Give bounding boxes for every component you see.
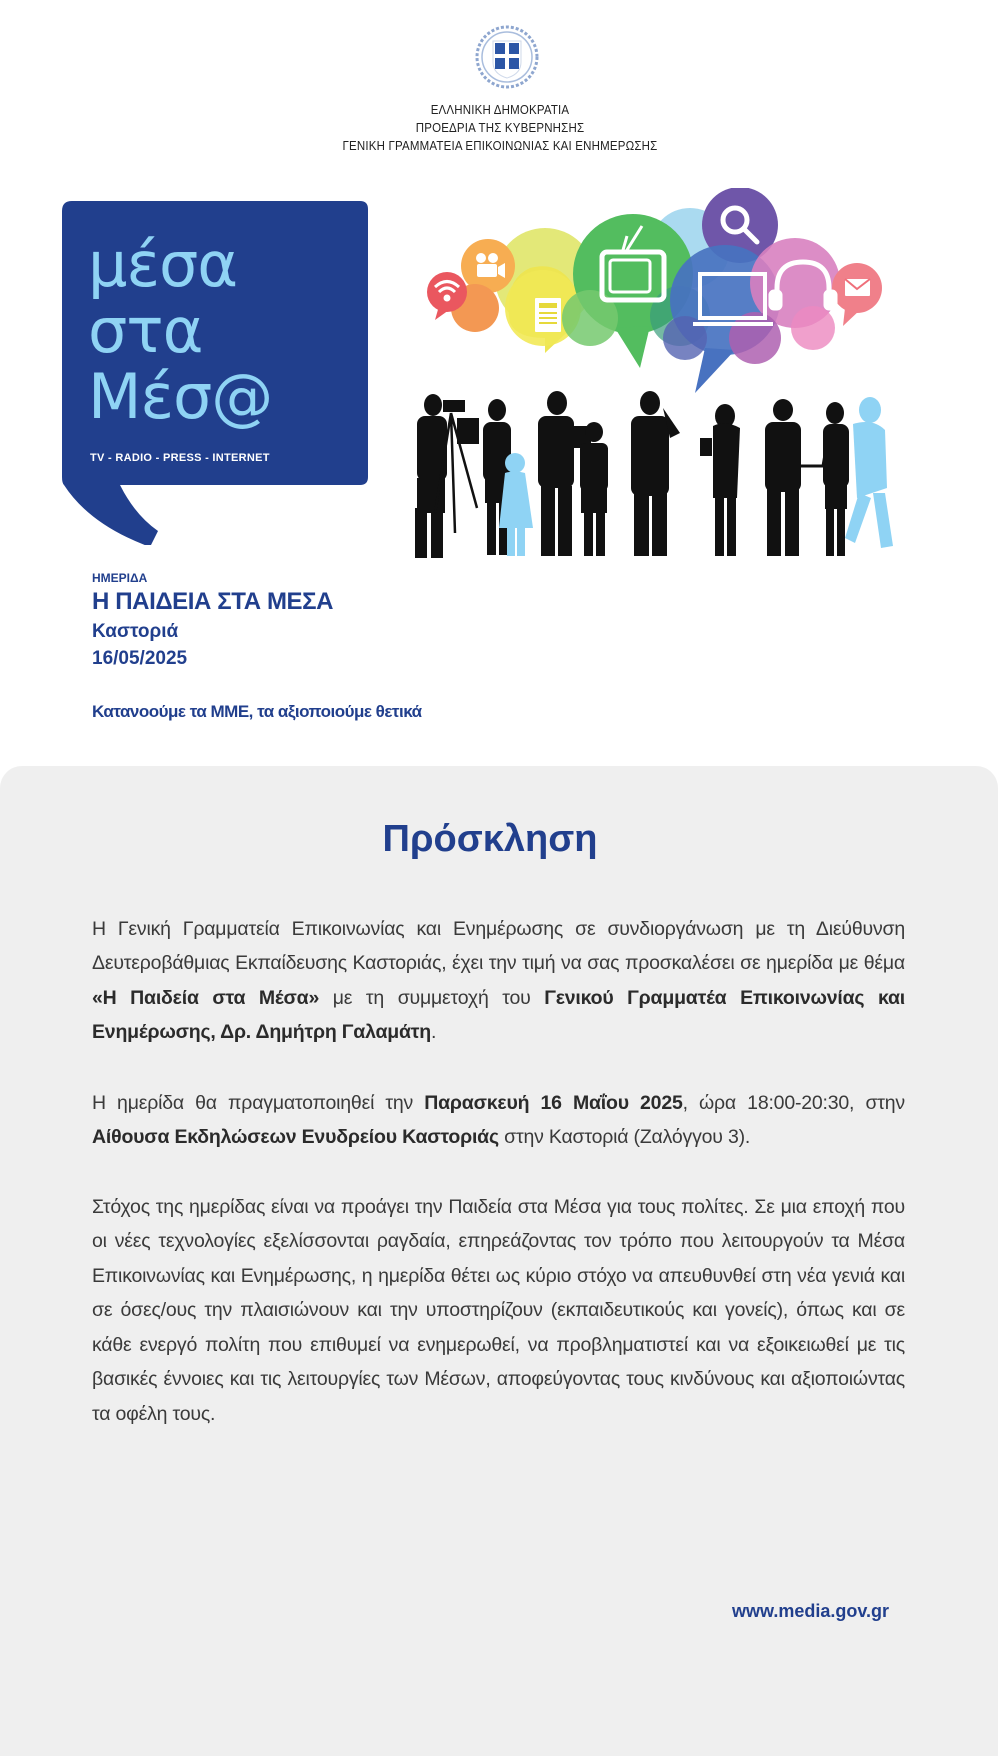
- logo-word-mesa: μέσα: [88, 228, 238, 301]
- logo-word-mesa-at: Μέσ@: [88, 360, 273, 433]
- invitation-paragraph-3: [92, 1190, 905, 1432]
- invitation-paragraph-1: [92, 912, 905, 1050]
- silhouette-man-laptop: [765, 399, 827, 556]
- newspaper-icon: [535, 298, 561, 332]
- paragraph-text: , ώρα 18:00-20:30, στην: [682, 1091, 905, 1114]
- event-date: 16/05/2025: [92, 648, 188, 669]
- logo-word-sta: στα: [88, 294, 203, 367]
- org-line-republic: ΕΛΛΗΝΙΚΗ ΔΗΜΟΚΡΑΤΙΑ: [430, 103, 570, 117]
- silhouette-woman-phone: [823, 402, 849, 556]
- org-line-secretariat: ΓΕΝΙΚΗ ΓΡΑΜΜΑΤΕΙΑ ΕΠΙΚΟΙΝΩΝΙΑΣ ΚΑΙ ΕΝΗΜΕΡΩΣΗΣ: [342, 139, 658, 153]
- speech-bubbles: [427, 188, 882, 393]
- emphasized-text: Παρασκευή 16 Μαΐου 2025: [424, 1091, 683, 1114]
- paragraph-text: Στόχος της ημερίδας είναι να προάγει την Παιδεία στα Μέσα για τους πολίτες. Σε μια εποχή που οι νέες τεχνολογίες εξελίσσονται ραγδαία, επηρεάζοντας τον τρόπο που λειτουργούν τα Μέσα Επικοινωνίας και Ενημέρωσης, η ημερίδα θέτει ως κύριο στόχο να απευθυνθεί στη νέα γενιά και σε όσες/ους την πλαισιώνουν και την υποστηρίζουν (εκπαιδευτικούς και γονείς), όπως και σε κάθε ενεργό πολίτη που επιθυμεί να ενημερωθεί, να προβληματιστεί και να εξοικειωθεί με τις βασικές έννοιες και τις λειτουργίες των Μέσων, αποφεύγοντας τους κινδύνους και αξιοποιώντας τα οφέλη τους.: [92, 1195, 905, 1425]
- emphasized-text: «Η Παιδεία στα Μέσα»: [92, 986, 320, 1009]
- org-line-presidency: ΠΡΟΕΔΡΙΑ ΤΗΣ ΚΥΒΕΡΝΗΣΗΣ: [415, 121, 585, 135]
- website-link[interactable]: www.media.gov.gr: [732, 1601, 890, 1621]
- people-silhouettes: [415, 391, 893, 558]
- paragraph-text: Η Γενική Γραμματεία Επικοινωνίας και Ενημέρωσης σε συνδιοργάνωση με τη Διεύθυνση Δευτεροβάθμιας Εκπαίδευσης Καστοριάς, έχει την τιμή να σας προσκαλέσει σε ημερίδα με θέμα: [92, 917, 905, 974]
- invitation-paragraph-2: [92, 1086, 905, 1155]
- event-tagline: Κατανοούμε τα ΜΜΕ, τα αξιοποιούμε θετικά: [92, 702, 422, 721]
- event-label: ΗΜΕΡΙΔΑ: [92, 571, 148, 585]
- silhouette-woman-laptop: [457, 399, 511, 555]
- invitation-title: Πρόσκληση: [382, 818, 598, 860]
- media-illustration: [395, 188, 960, 588]
- paragraph-text: με τη συμμετοχή του: [319, 986, 545, 1009]
- paragraph-text: .: [431, 1021, 437, 1043]
- logo-tagline: TV - RADIO - PRESS - INTERNET: [90, 452, 270, 464]
- event-title: Η ΠΑΙΔΕΙΑ ΣΤΑ ΜΕΣΑ: [92, 588, 334, 615]
- event-city: Καστοριά: [92, 621, 179, 642]
- emphasized-text: Γενικού Γραμματέα Επικοινωνίας και Ενημέρωσης, Δρ. Δημήτρη Γαλαμάτη: [92, 986, 905, 1043]
- emphasized-text: Αίθουσα Εκδηλώσεων Ενυδρείου Καστοριάς: [92, 1126, 499, 1148]
- silhouette-man-phone: [631, 391, 680, 556]
- silhouette-woman-tablet: [700, 404, 740, 556]
- greek-coat-of-arms-icon: [474, 24, 540, 90]
- silhouette-teen-girl: [845, 397, 893, 548]
- paragraph-text: στην Καστοριά (Ζαλόγγου 3).: [498, 1126, 751, 1148]
- mail-icon: [845, 279, 870, 296]
- paragraph-text: Η ημερίδα θα πραγματοποιηθεί την: [92, 1091, 425, 1114]
